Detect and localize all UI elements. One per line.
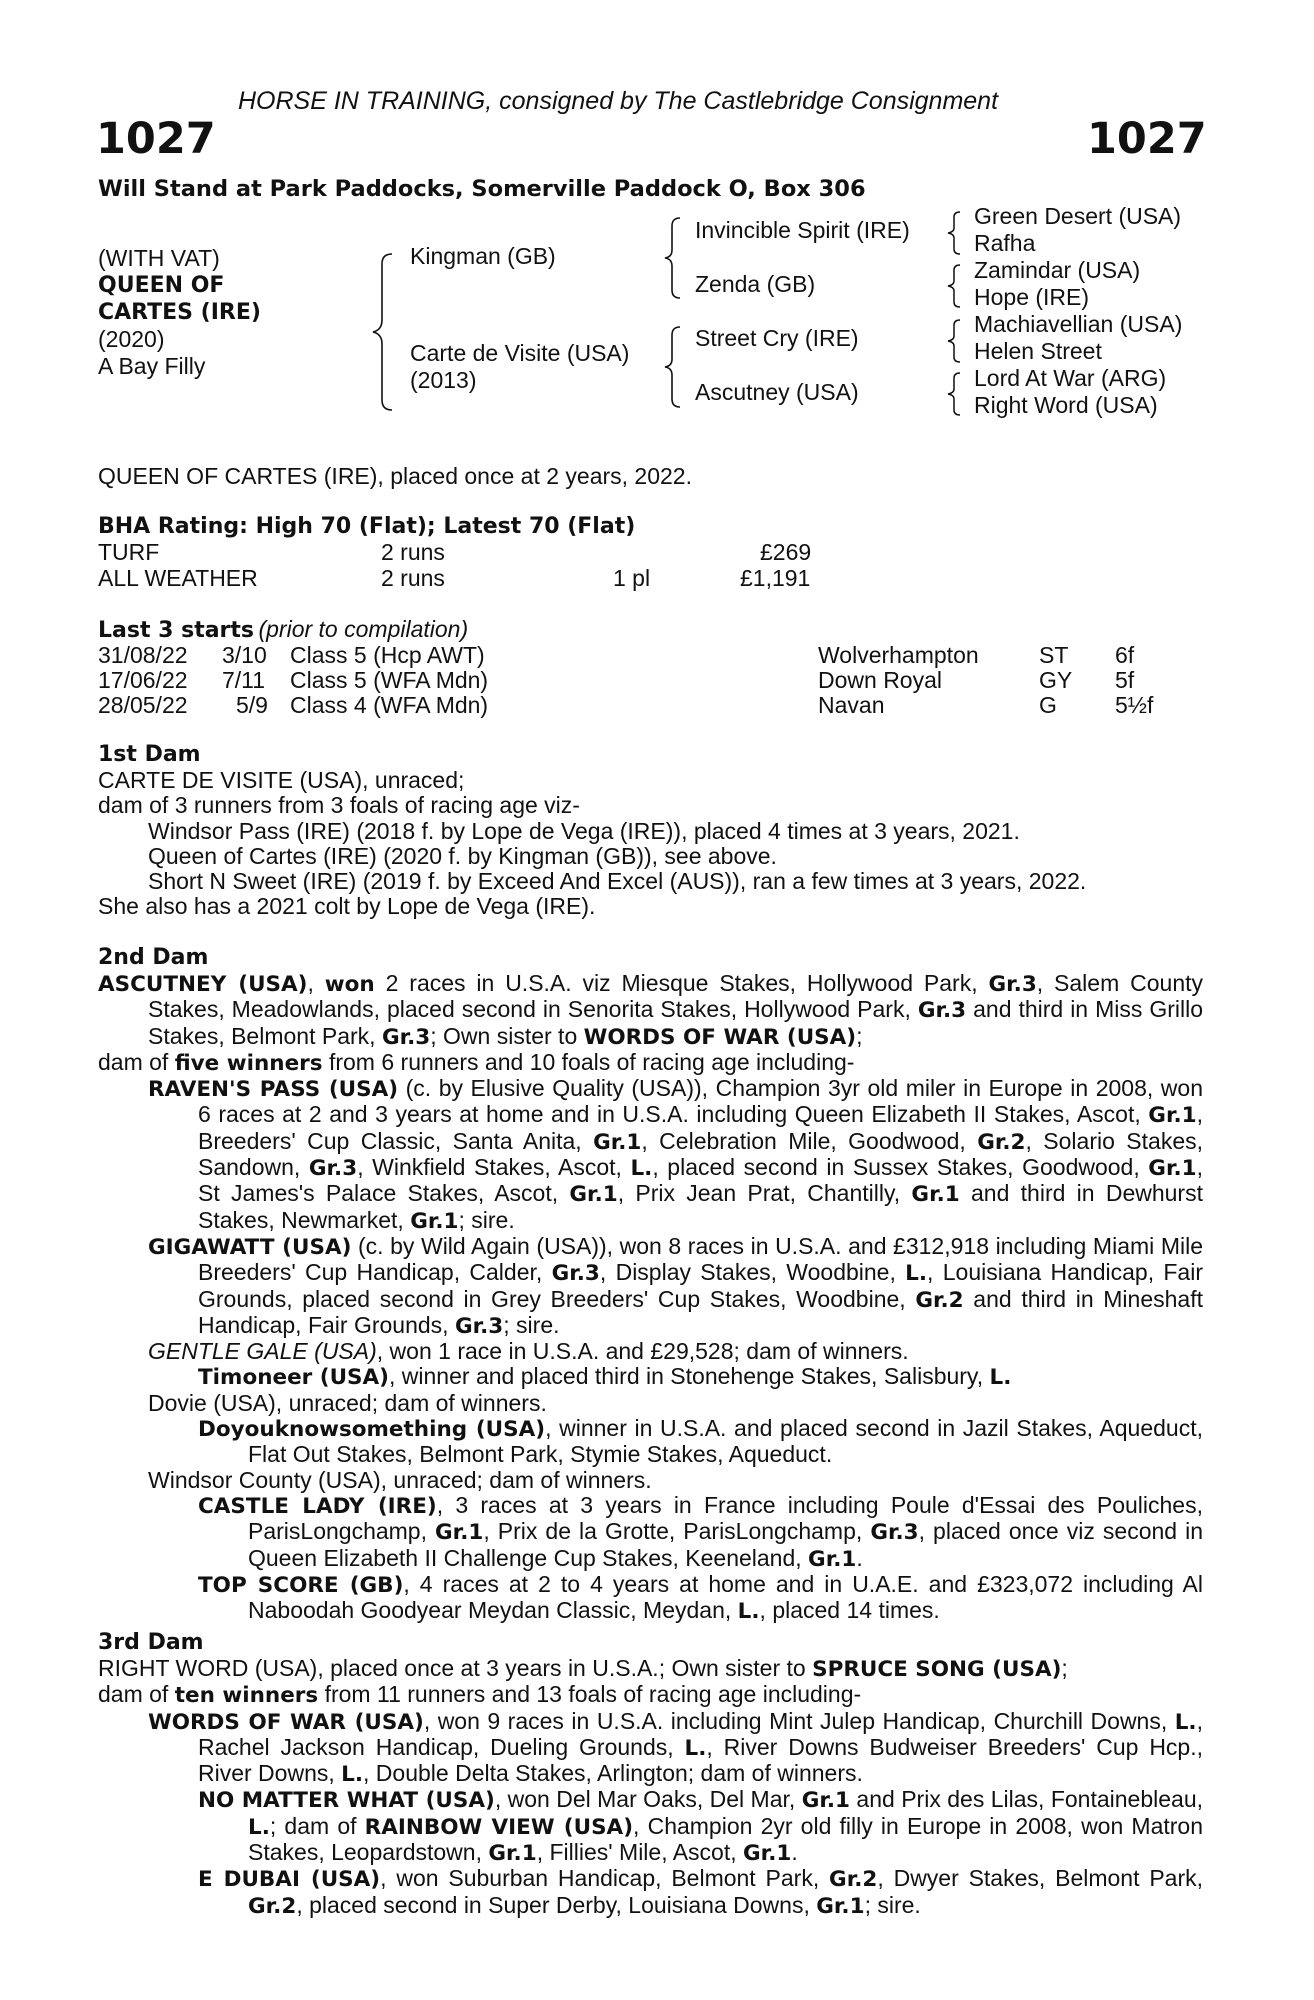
text: , placed once viz second in Queen Elizabeth II Challenge Cup Stakes, Keeneland, <box>248 1518 1203 1571</box>
last-starts-note: (prior to compilation) <box>258 616 469 642</box>
start-date: 28/05/22 <box>98 692 188 718</box>
text: , placed 14 times. <box>759 1597 940 1624</box>
pedigree-g6: Helen Street <box>974 338 1102 364</box>
text: , Fillies' Mile, Ascot, <box>536 1839 744 1866</box>
start-distance: 5½f <box>1115 692 1154 718</box>
lot-number-left: 1027 <box>96 114 216 164</box>
text: , St James's Palace Stakes, Ascot, <box>198 1154 1203 1207</box>
pedigree-sire-sire: Invincible Spirit (IRE) <box>695 217 910 243</box>
first-dam-produce: Windsor Pass (IRE) (2018 f. by Lope de Vega (IRE)), placed 4 times at 3 years, 2021. <box>148 817 1020 844</box>
pedigree-dam-dam: Ascutney (USA) <box>695 379 859 405</box>
winners-count: five winners <box>174 1050 323 1076</box>
lot-number-right: 1027 <box>1087 114 1207 164</box>
pedigree-g8: Right Word (USA) <box>974 392 1158 418</box>
produce-entry <box>98 1866 1203 1919</box>
text: , Prix de la Grotte, ParisLongchamp, <box>483 1518 871 1545</box>
start-course: Navan <box>818 692 885 718</box>
horse-name: WORDS OF WAR (USA) <box>148 1709 424 1735</box>
horse-name: GIGAWATT (USA) <box>148 1234 352 1260</box>
pedigree-brace-sire <box>662 216 686 300</box>
stabling-line: Will Stand at Park Paddocks, Somerville Paddock O, Box 306 <box>98 176 866 202</box>
start-going: ST <box>1039 642 1069 668</box>
start-race: Class 5 (WFA Mdn) <box>290 667 489 693</box>
second-dam-record <box>98 971 1203 1050</box>
second-dam-section <box>98 945 1203 1624</box>
first-dam-produce: Queen of Cartes (IRE) (2020 f. by Kingman (GB)), see above. <box>148 842 777 869</box>
bha-rating-heading: BHA Rating: High 70 (Flat); Latest 70 (Flat) <box>98 514 636 539</box>
pedigree-g7: Lord At War (ARG) <box>974 365 1167 391</box>
grade: Gr.1 <box>569 1182 618 1208</box>
grade: Gr.1 <box>743 1841 792 1867</box>
grade: L. <box>684 1735 707 1761</box>
text: dam of <box>98 1681 175 1708</box>
horse-name: CASTLE LADY (IRE) <box>198 1493 437 1519</box>
grade: Gr.1 <box>911 1182 960 1208</box>
first-dam-section <box>98 742 1203 920</box>
text: , winner and placed third in Stonehenge Stakes, Salisbury, <box>389 1363 990 1390</box>
grade: Gr.1 <box>816 1893 865 1919</box>
text: 2 races in U.S.A. viz Miesque Stakes, Hollywood Park, <box>374 970 989 996</box>
text: , won Suburban Handicap, Belmont Park, <box>380 1865 830 1892</box>
rating-surface: TURF <box>98 539 160 565</box>
horse-name-line2: CARTES (IRE) <box>98 300 261 325</box>
consignment-line: HORSE IN TRAINING, consigned by The Castlebridge Consignment <box>238 87 999 115</box>
start-position: 5/9 <box>236 692 268 718</box>
text: . <box>791 1839 798 1866</box>
text: , River Downs Budweiser Breeders' Cup Hcp., River Downs, <box>198 1733 1204 1787</box>
text: and third in Mineshaft Handicap, Fair Grounds, <box>198 1285 1203 1338</box>
grade: Gr.3 <box>870 1520 919 1546</box>
horse-name: WORDS OF WAR (USA) <box>583 1024 857 1050</box>
produce-entry <box>98 1709 1203 1788</box>
text: and third in Miss Grillo Stakes, Belmont Park, <box>148 996 1203 1049</box>
horse-name: SPRUCE SONG (USA) <box>812 1657 1062 1682</box>
text: , Prix Jean Prat, Chantilly, <box>617 1180 912 1207</box>
grade: Gr.1 <box>1148 1103 1197 1129</box>
produce-entry <box>98 1572 1203 1625</box>
text: ; <box>856 1022 863 1049</box>
grade: L. <box>248 1814 270 1840</box>
pedigree-g1: Green Desert (USA) <box>974 203 1182 229</box>
start-going: G <box>1039 692 1057 718</box>
second-dam-produce-summary <box>98 1050 1203 1076</box>
grade: Gr.1 <box>435 1520 484 1546</box>
produce-entry <box>98 1076 1203 1234</box>
pedigree-brace-main <box>370 252 400 412</box>
grade: L. <box>989 1365 1012 1391</box>
text: from 6 runners and 10 foals of racing age including- <box>322 1048 855 1075</box>
start-race: Class 5 (Hcp AWT) <box>290 642 485 668</box>
last-starts-heading <box>98 616 468 644</box>
grade: Gr.1 <box>410 1208 459 1234</box>
horse-name: GENTLE GALE (USA) <box>148 1338 377 1365</box>
third-dam-heading: 3rd Dam <box>98 1630 204 1655</box>
first-dam-line: CARTE DE VISITE (USA), unraced; <box>98 767 465 793</box>
horse-name: NO MATTER WHAT (USA) <box>198 1788 495 1814</box>
pedigree-g5: Machiavellian (USA) <box>974 311 1183 337</box>
text: , won 9 races in U.S.A. including Mint Julep Handicap, Churchill Downs, <box>423 1707 1175 1734</box>
grade: Gr.1 <box>593 1129 642 1155</box>
grade: Gr.1 <box>801 1788 851 1814</box>
winners-count: ten winners <box>174 1683 319 1709</box>
text: ; Own sister to <box>430 1022 584 1049</box>
horse-name: Timoneer (USA) <box>198 1365 390 1391</box>
pedigree-brace-dam <box>662 325 686 409</box>
rating-prize: £1,191 <box>740 565 811 591</box>
rating-placed: 1 pl <box>613 565 651 591</box>
produce-entry <box>98 1493 1203 1572</box>
text: , winner in U.S.A. and placed second in Jazil Stakes, Aqueduct, Flat Out Stakes, Belmont Park, Stymie Stakes, Aqueduct. <box>248 1415 1203 1468</box>
text: and third in Dewhurst Stakes, Newmarket, <box>198 1180 1203 1233</box>
text: , Louisiana Handicap, Fair Grounds, placed second in Grey Breeders' Cup Stakes, Woodbine, <box>198 1259 1203 1312</box>
horse-name: RAINBOW VIEW (USA) <box>364 1814 634 1840</box>
text: . <box>856 1544 863 1571</box>
grade: Gr.2 <box>829 1867 878 1893</box>
text: dam of <box>98 1048 175 1075</box>
first-dam-line: She also has a 2021 colt by Lope de Vega (IRE). <box>98 893 596 920</box>
third-dam-section <box>98 1630 1203 1919</box>
horse-name: E DUBAI (USA) <box>198 1867 381 1893</box>
pedigree-g4: Hope (IRE) <box>974 284 1090 310</box>
third-dam-produce-summary <box>98 1682 1203 1708</box>
pedigree-dam-sire: Street Cry (IRE) <box>695 325 859 351</box>
text: , Display Stakes, Woodbine, <box>599 1259 906 1286</box>
produce-entry: Windsor County (USA), unraced; dam of winners. <box>148 1466 652 1493</box>
horse-name: TOP SCORE (GB) <box>198 1572 404 1598</box>
horse-name: ASCUTNEY (USA) <box>98 972 308 997</box>
grade: Gr.1 <box>808 1546 857 1572</box>
text: , Salem County Stakes, Meadowlands, placed second in Senorita Stakes, Hollywood Park, <box>148 970 1203 1023</box>
grade: Gr.3 <box>917 998 967 1024</box>
text: and Prix des Lilas, Fontainebleau, <box>850 1786 1203 1813</box>
pedigree-sire-dam: Zenda (GB) <box>695 271 816 297</box>
grade: Gr.2 <box>977 1129 1026 1155</box>
first-dam-heading: 1st Dam <box>98 742 201 767</box>
start-date: 17/06/22 <box>98 667 188 693</box>
text: , Solario Stakes, Sandown, <box>198 1127 1204 1181</box>
start-going: GY <box>1039 667 1073 693</box>
won-label: won <box>324 972 375 997</box>
grade: Gr.3 <box>381 1024 431 1050</box>
last-starts-title: Last 3 starts <box>98 618 255 643</box>
text: ; <box>1061 1655 1068 1681</box>
text: , Winkfield Stakes, Ascot, <box>357 1154 631 1181</box>
grade: Gr.2 <box>915 1287 964 1313</box>
grade: Gr.2 <box>248 1893 297 1919</box>
pedigree-g3: Zamindar (USA) <box>974 257 1141 283</box>
text: (c. by Elusive Quality (USA)), Champion 3yr old miler in Europe in 2008, won 6 races at 2 and 3 years at home and in U.S.A. including Queen Elizabeth II Stakes, Ascot, <box>198 1075 1203 1128</box>
horse-name: Doyouknowsomething (USA) <box>198 1417 546 1443</box>
pedigree-g2: Rafha <box>974 230 1036 256</box>
text: , Double Delta Stakes, Arlington; dam of winners. <box>363 1760 863 1787</box>
produce-entry <box>98 1416 1203 1468</box>
text: , placed second in Sussex Stakes, Goodwood, <box>652 1154 1149 1181</box>
grade: Gr.1 <box>488 1841 537 1867</box>
text: , 4 races at 2 to 4 years at home and in U.A.E. and £323,072 including Al Naboodah Goodyear Meydan Classic, Meydan, <box>248 1570 1204 1624</box>
start-course: Wolverhampton <box>818 642 979 668</box>
start-race: Class 4 (WFA Mdn) <box>290 692 489 718</box>
produce-entry <box>98 1364 1203 1390</box>
pedigree-brace-g12 <box>946 210 964 256</box>
produce-entry <box>98 1339 1203 1364</box>
second-dam-heading: 2nd Dam <box>98 945 209 970</box>
grade: Gr.3 <box>988 972 1037 997</box>
text: ; dam of <box>269 1812 365 1839</box>
text: , Dwyer Stakes, Belmont Park, <box>877 1865 1203 1892</box>
produce-entry: Dovie (USA), unraced; dam of winners. <box>148 1389 547 1416</box>
grade: Gr.3 <box>308 1156 358 1182</box>
grade: L. <box>341 1762 364 1788</box>
text: , Rachel Jackson Handicap, Dueling Grounds, <box>198 1707 1203 1760</box>
grade: Gr.1 <box>1148 1156 1197 1182</box>
text: ; sire. <box>458 1206 515 1233</box>
text: RIGHT WORD (USA), placed once at 3 years in U.S.A.; Own sister to <box>98 1655 813 1681</box>
pedigree-brace-g78 <box>946 371 964 417</box>
rating-runs: 2 runs <box>381 565 445 591</box>
horse-description: A Bay Filly <box>98 353 206 379</box>
grade: Gr.3 <box>551 1261 600 1287</box>
grade: L. <box>1174 1709 1197 1735</box>
text: , 3 races at 3 years in France including Poule d'Essai des Pouliches, ParisLongchamp, <box>248 1491 1203 1545</box>
third-dam-record <box>98 1656 1203 1682</box>
start-date: 31/08/22 <box>98 642 188 668</box>
first-dam-produce: Short N Sweet (IRE) (2019 f. by Exceed And Excel (AUS)), ran a few times at 3 years, 2022. <box>148 868 1087 895</box>
start-position: 7/11 <box>222 667 266 693</box>
pedigree-dam-name: Carte de Visite (USA) <box>410 340 630 366</box>
text: , Breeders' Cup Classic, Santa Anita, <box>198 1101 1203 1154</box>
text: , Celebration Mile, Goodwood, <box>641 1127 978 1154</box>
grade: L. <box>737 1599 760 1625</box>
text: , Champion 2yr old filly in Europe in 2008, won Matron Stakes, Leopardstown, <box>248 1812 1204 1866</box>
pedigree-dam-year: (2013) <box>410 367 477 393</box>
text: from 11 runners and 13 foals of racing age including- <box>318 1681 862 1708</box>
grade: L. <box>630 1156 653 1182</box>
produce-entry <box>98 1234 1203 1339</box>
text: , won Del Mar Oaks, Del Mar, <box>494 1786 802 1813</box>
text: , won 1 race in U.S.A. and £29,528; dam of winners. <box>376 1338 909 1365</box>
start-distance: 6f <box>1115 642 1135 668</box>
rating-runs: 2 runs <box>381 539 445 565</box>
produce-entry <box>98 1787 1203 1866</box>
text: (c. by Wild Again (USA)), won 8 races in U.S.A. and £312,918 including Miami Mile Breeders' Cup Handicap, Calder, <box>198 1232 1204 1286</box>
pedigree-brace-g56 <box>946 318 964 364</box>
first-dam-line: dam of 3 runners from 3 foals of racing age viz- <box>98 792 580 819</box>
horse-name: RAVEN'S PASS (USA) <box>148 1077 399 1103</box>
pedigree-sire: Kingman (GB) <box>410 243 556 269</box>
vat-note: (WITH VAT) <box>98 245 220 271</box>
text: , placed second in Super Derby, Louisiana Downs, <box>296 1891 817 1918</box>
horse-name-line1: QUEEN OF <box>98 273 225 298</box>
rating-prize: £269 <box>760 539 812 565</box>
grade: Gr.3 <box>454 1313 504 1339</box>
race-summary: QUEEN OF CARTES (IRE), placed once at 2 years, 2022. <box>98 463 692 489</box>
foaling-year: (2020) <box>98 326 165 352</box>
rating-surface: ALL WEATHER <box>98 565 258 591</box>
text: ; sire. <box>503 1311 560 1338</box>
start-course: Down Royal <box>818 667 942 693</box>
grade: L. <box>905 1261 928 1287</box>
text: , <box>307 970 325 996</box>
start-position: 3/10 <box>222 642 267 668</box>
text: ; sire. <box>864 1891 921 1918</box>
pedigree-brace-g34 <box>946 263 964 309</box>
start-distance: 5f <box>1115 667 1135 693</box>
